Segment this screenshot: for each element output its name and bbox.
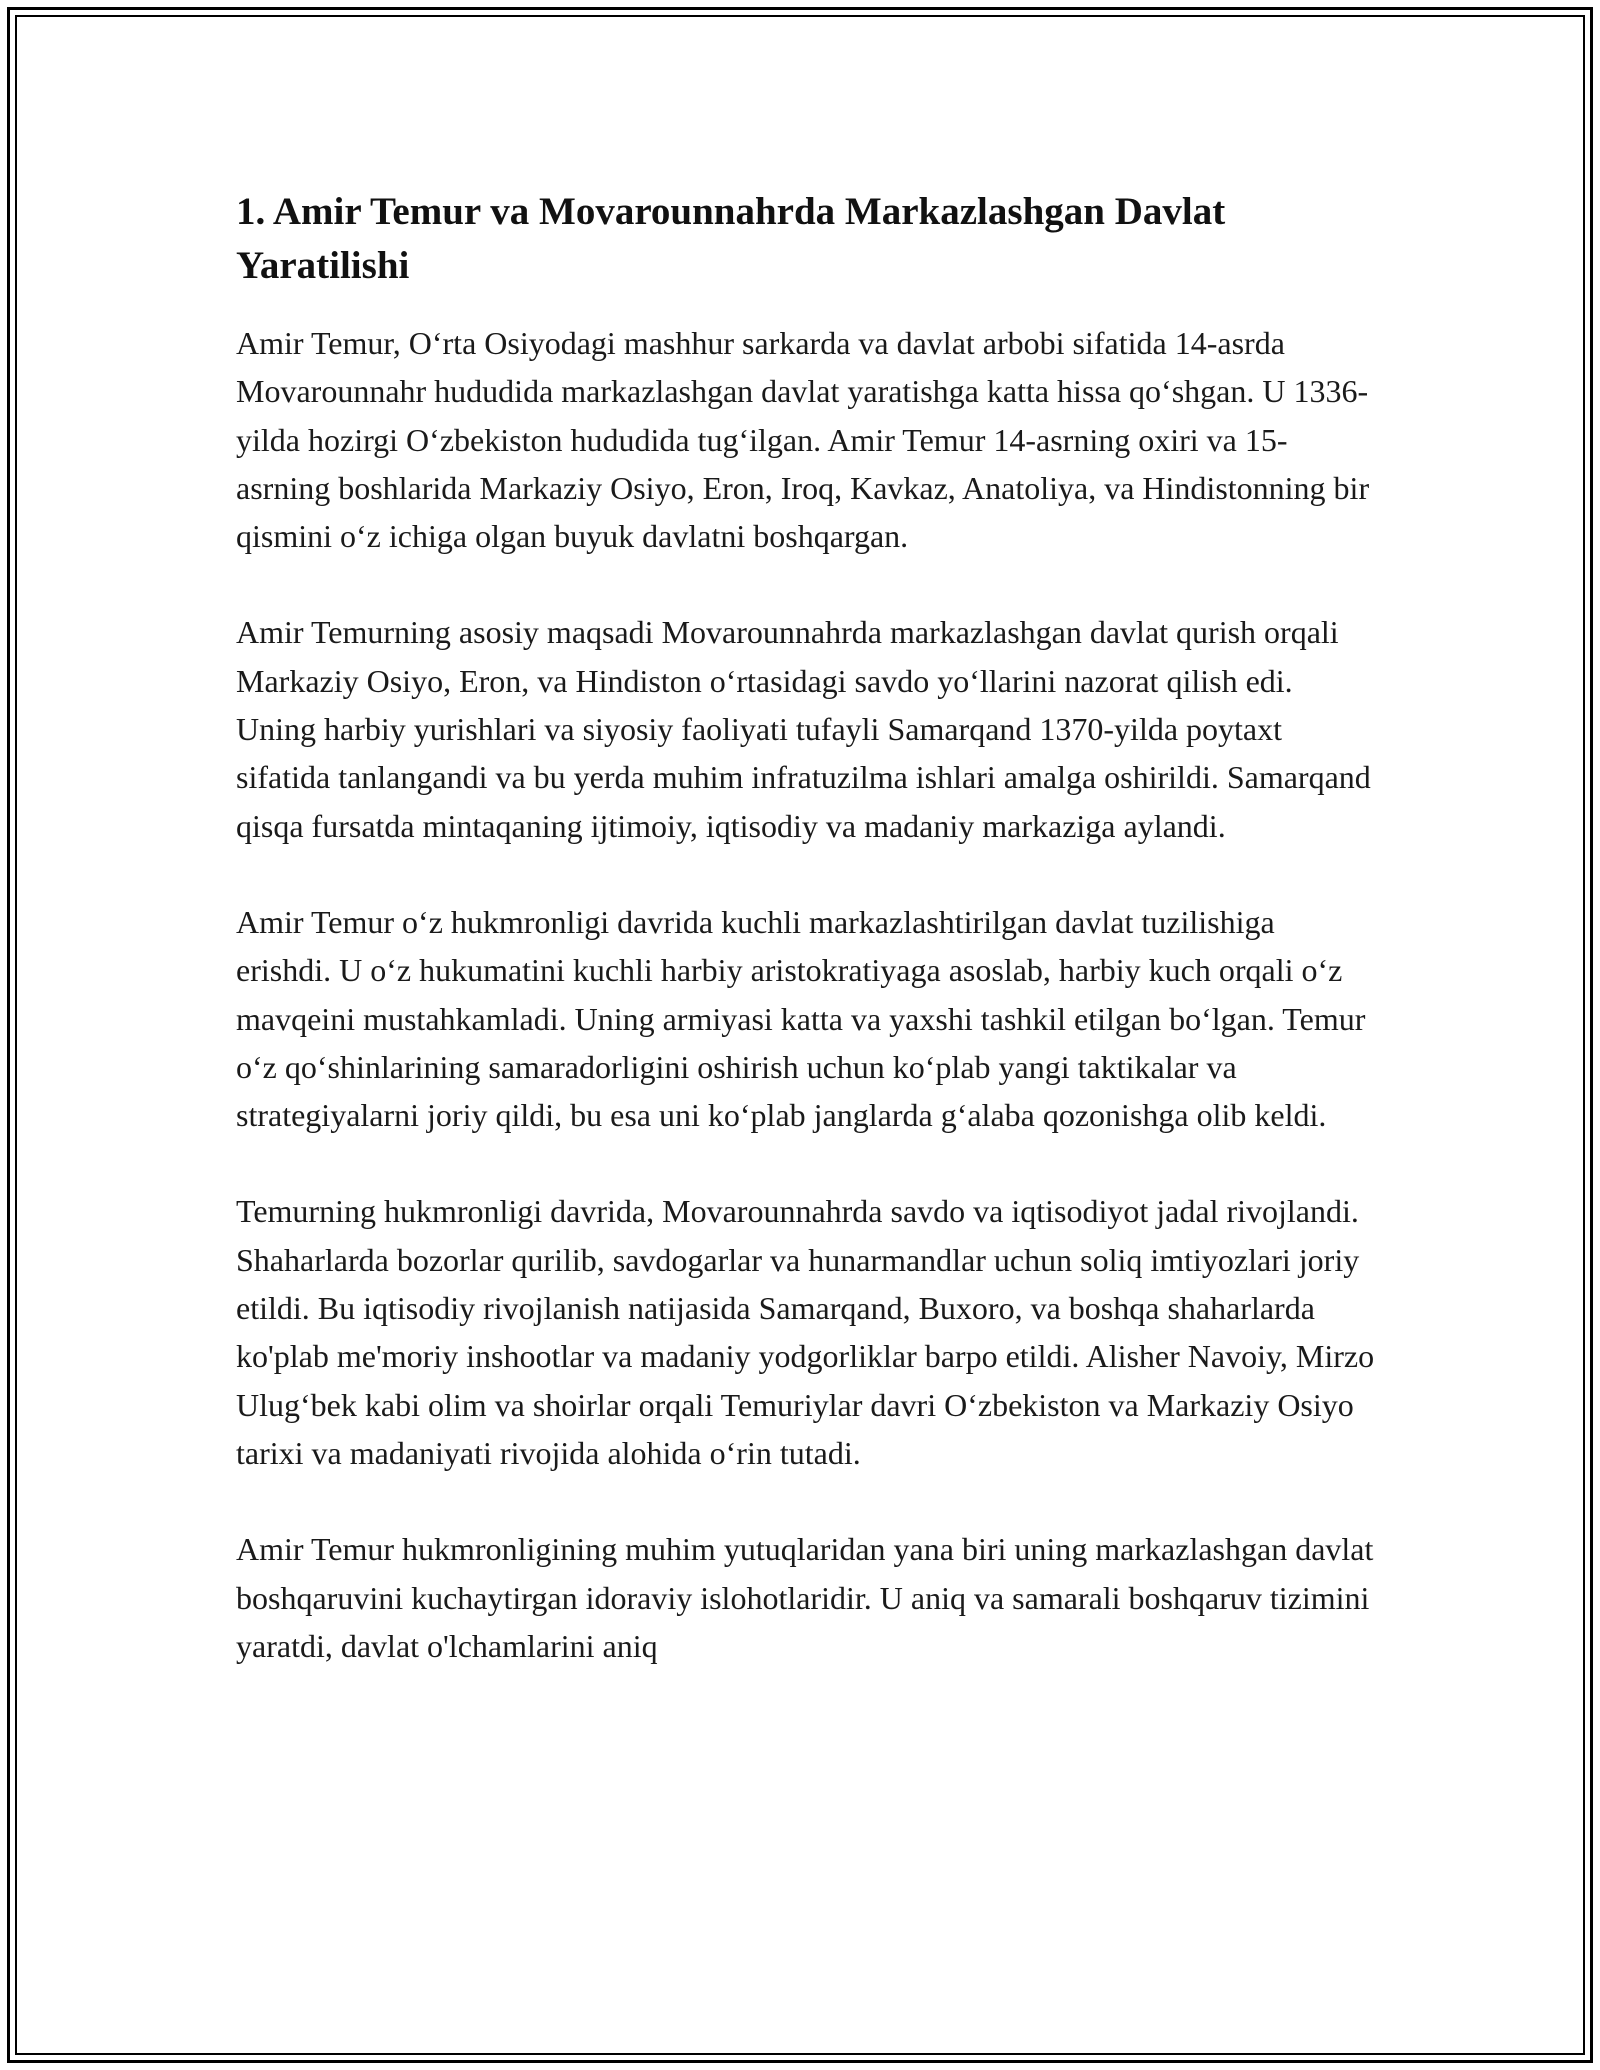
paragraph-3: Amir Temur o‘z hukmronligi davrida kuchli markazlashtirilgan davlat tuzilishiga erishdi. U o‘z hukumatini kuchli harbiy aristokratiyaga asoslab, harbiy kuch orqali o‘z mavqeini mustahkamladi. Uning armiyasi katta va yaxshi tashkil etilgan bo‘lgan. Temur o‘z qo‘shinlarining samaradorligini oshirish uchun ko‘plab yangi taktikalar va strategiyalarni joriy qildi, bu esa uni ko‘plab janglarda g‘alaba qozonishga olib keldi. [236,903,1366,1134]
paragraph-5: Amir Temur hukmronligining muhim yutuqlaridan yana biri uning markazlashgan davlat boshqaruvini kuchaytirgan idoraviy islohotlaridir. U aniq va samarali boshqaruv tizimini yaratdi, davlat o'lchamlarini aniq [236,1531,1374,1664]
document-body [236,185,1376,1718]
page-title: 1. Amir Temur va Movarounnahrda Markazlashgan Davlat Yaratilishi [236,190,1226,287]
paragraph-1: Amir Temur, O‘rta Osiyodagi mashhur sarkarda va davlat arbobi sifatida 14-asrda Movarounnahr hududida markazlashgan davlat yaratishga katta hissa qo‘shgan. U 1336-yilda hozirgi O‘zbekiston hududida tug‘ilgan. Amir Temur 14-asrning oxiri va 15-asrning boshlarida Markaziy Osiyo, Eron, Iroq, Kavkaz, Anatoliya, va Hindistonning bir qismini o‘z ichiga olgan buyuk davlatni boshqargan. [236,325,1370,555]
paragraph-2: Amir Temurning asosiy maqsadi Movarounnahrda markazlashgan davlat qurish orqali Markaziy Osiyo, Eron, va Hindiston o‘rtasidagi savdo yo‘llarini nazorat qilish edi. Uning harbiy yurishlari va siyosiy faoliyati tufayli Samarqand 1370-yilda poytaxt sifatida tanlangandi va bu yerda muhim infratuzilma ishlari amalga oshirildi. Samarqand qisqa fursatda mintaqaning ijtimoiy, iqtisodiy va madaniy markaziga aylandi. [236,614,1371,844]
paragraph-4: Temurning hukmronligi davrida, Movarounnahrda savdo va iqtisodiyot jadal rivojlandi. Shaharlarda bozorlar qurilib, savdogarlar va hunarmandlar uchun soliq imtiyozlari joriy etildi. Bu iqtisodiy rivojlanish natijasida Samarqand, Buxoro, va boshqa shaharlarda ko'plab me'moriy inshootlar va madaniy yodgorliklar barpo etildi. Alisher Navoiy, Mirzo Ulug‘bek kabi olim va shoirlar orqali Temuriylar davri O‘zbekiston va Markaziy Osiyo tarixi va madaniyati rivojida alohida o‘rin tutadi. [236,1193,1375,1471]
